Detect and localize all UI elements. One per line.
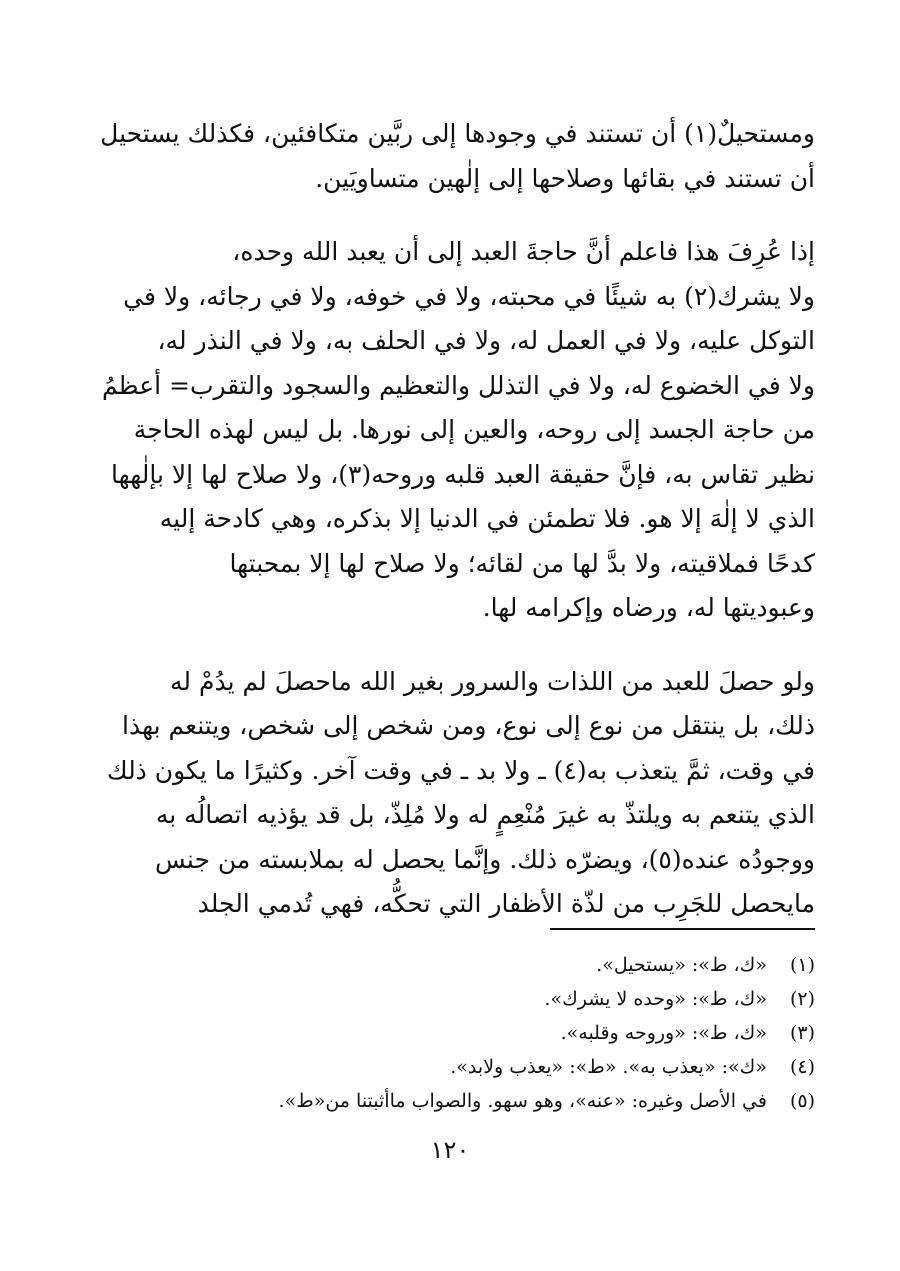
footnotes <box>85 948 815 1118</box>
footnote-text: «ك»: «يعذب به». «ط»: «يعذب ولابد». <box>450 1056 767 1078</box>
footnote-number: (١) <box>789 954 815 976</box>
text-line: إذا عُرِفَ هذا فاعلم أنَّ حاجةَ العبد إلى أن يعبد الله وحده، <box>232 237 815 266</box>
footnote-number: (٢) <box>789 988 815 1010</box>
text-line: في وقت، ثمَّ يتعذب به(٤) ـ ولا بد ـ في وقت آخر. وكثيرًا ما يكون ذلك <box>107 755 815 785</box>
text-line: وعبوديتها له، ورضاه وإكرامه لها. <box>482 593 815 622</box>
footnote-number: (٤) <box>789 1056 815 1078</box>
footnote-2 <box>85 982 815 1016</box>
paragraph-3 <box>85 660 815 927</box>
page-number: ١٢٠ <box>430 1136 470 1164</box>
paragraph-1 <box>85 112 815 201</box>
text-line: أن تستند في بقائها وصلاحها إلى إلٰهين متساويَين. <box>315 163 815 193</box>
text-line: ولو حصلَ للعبد من اللذات والسرور بغير الله ماحصلَ لم يدُمْ له <box>170 666 815 696</box>
text-line: التوكل عليه، ولا في العمل له، ولا في الحلف به، ولا في النذر له، <box>157 326 815 355</box>
text-line: كدحًا فملاقيته، ولا بدَّ لها من لقائه؛ ولا صلاح لها إلا بمحبتها <box>229 548 815 578</box>
text-line: ووجودُه عنده(٥)، ويضرّه ذلك. وإنَّما يحصل له بملابسته من جنس <box>155 844 815 874</box>
text-line: مايحصل للجَرِب من لذّة الأظفار التي تحكُّه، فهي تُدمي الجلد <box>197 889 815 918</box>
footnote-number: (٣) <box>789 1022 815 1044</box>
text-line: نظير تقاس به، فإنَّ حقيقة العبد قلبه وروحه(٣)، ولا صلاح لها إلا بإلٰهها <box>111 459 815 489</box>
text-line: ذلك، بل ينتقل من نوع إلى نوع، ومن شخص إلى شخص، ويتنعم بهذا <box>122 711 815 740</box>
footnote-4 <box>85 1050 815 1084</box>
footnote-separator <box>550 928 815 930</box>
text-line: الذي يتنعم به ويلتذّ به غيرَ مُنْعِمٍ له ولا مُلِذّ، بل قد يؤذيه اتصالُه به <box>155 800 815 829</box>
footnote-text: «ك، ط»: «وحده لا يشرك». <box>544 988 767 1010</box>
footnote-text: في الأصل وغيره: «عنه»، وهو سهو. والصواب ماأثبتنا من«ط». <box>278 1090 767 1112</box>
footnote-number: (٥) <box>789 1090 815 1112</box>
footnote-text: «ك، ط»: «وروحه وقلبه». <box>560 1022 767 1044</box>
text-line: الذي لا إلٰهَ إلا هو. فلا تطمئن في الدنيا إلا بذكره، وهي كادحة إليه <box>159 504 815 533</box>
footnote-5 <box>85 1084 815 1118</box>
paragraph-2 <box>85 230 815 631</box>
text-line: من حاجة الجسد إلى روحه، والعين إلى نورها. بل ليس لهذه الحاجة <box>133 415 815 444</box>
footnote-1 <box>85 948 815 982</box>
page-body <box>85 112 815 927</box>
text-line: ولا في الخضوع له، ولا في التذلل والتعظيم والسجود والتقرب= أعظمُ <box>102 370 815 400</box>
footnote-3 <box>85 1016 815 1050</box>
footnote-text: «ك، ط»: «يستحيل». <box>596 954 767 976</box>
text-line: ولا يشرك(٢) به شيئًا في محبته، ولا في خوفه، ولا في رجائه، ولا في <box>123 281 815 311</box>
text-line: ومستحيلٌ(١) أن تستند في وجودها إلى ربَّين متكافئين، فكذلك يستحيل <box>100 119 815 148</box>
